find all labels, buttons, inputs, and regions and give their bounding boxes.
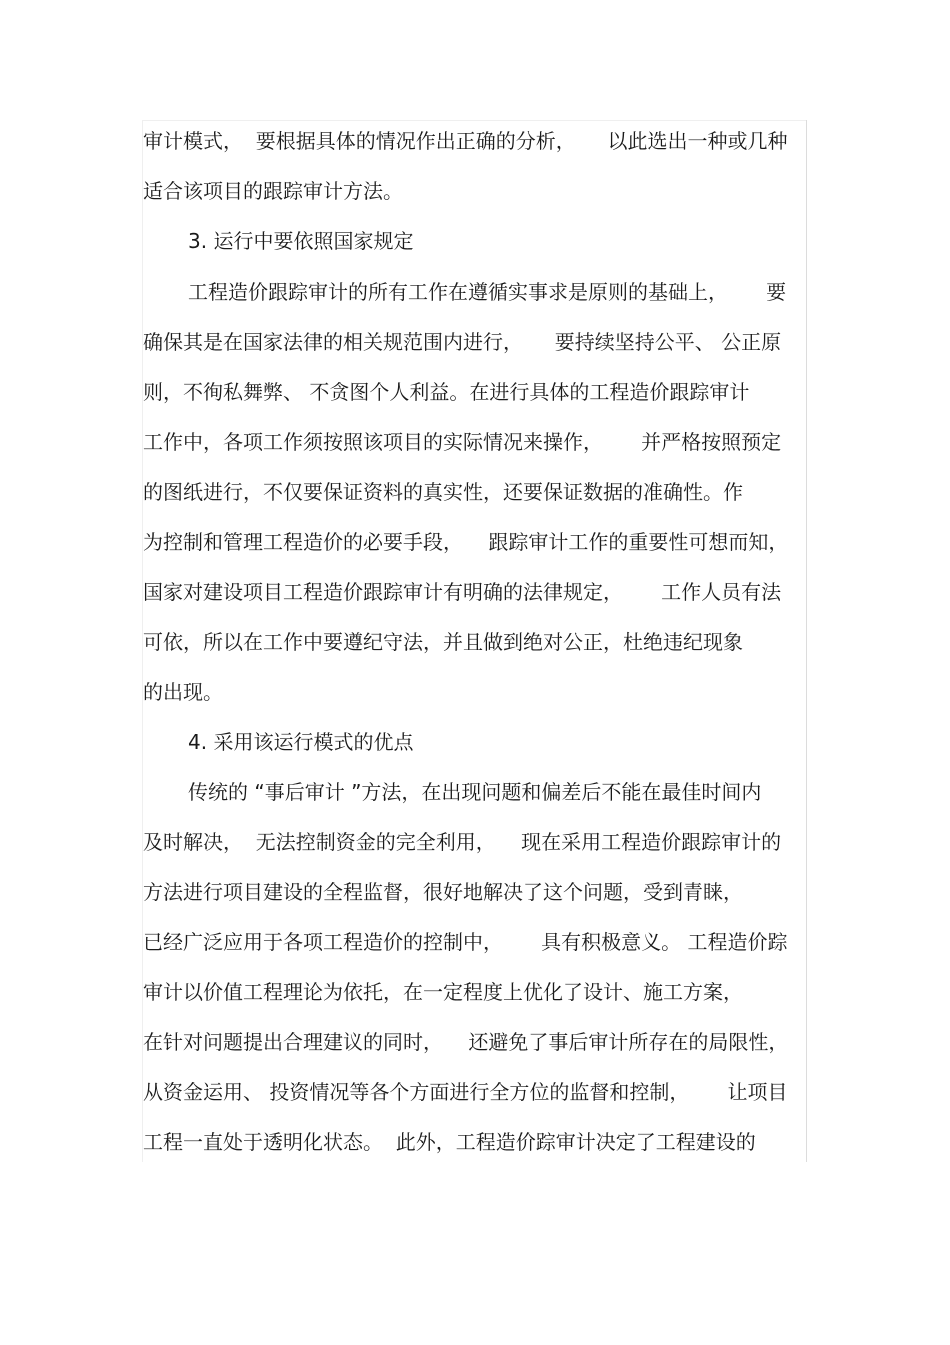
- text-line: 国家对建设项目工程造价跟踪审计有明确的法律规定， 工作人员有法: [143, 580, 782, 604]
- text-line: 的出现。: [143, 680, 223, 704]
- text-line: 审计模式， 要根据具体的情况作出正确的分析， 以此选出一种或几种: [143, 129, 788, 153]
- text-line: 已经广泛应用于各项工程造价的控制中， 具有积极意义。 工程造价踪: [143, 930, 788, 954]
- text-line: 工程一直处于透明化状态。 此外，工程造价踪审计决定了工程建设的: [143, 1130, 756, 1154]
- text-line: 为控制和管理工程造价的必要手段， 跟踪审计工作的重要性可想而知，: [143, 530, 789, 554]
- text-line: 可依，所以在工作中要遵纪守法，并且做到绝对公正，杜绝违纪现象: [143, 630, 743, 654]
- section-heading: 4. 采用该运行模式的优点: [188, 730, 414, 754]
- text-line: 传统的 “事后审计 ”方法，在出现问题和偏差后不能在最佳时间内: [188, 780, 762, 804]
- text-line: 从资金运用、 投资情况等各个方面进行全方位的监督和控制， 让项目: [143, 1080, 788, 1104]
- text-line: 及时解决， 无法控制资金的完全利用， 现在采用工程造价跟踪审计的: [143, 830, 782, 854]
- text-line: 的图纸进行，不仅要保证资料的真实性，还要保证数据的准确性。作: [143, 480, 743, 504]
- page-frame-right: [806, 120, 807, 1162]
- text-line: 工程造价跟踪审计的所有工作在遵循实事求是原则的基础上， 要: [188, 280, 787, 304]
- text-line: 在针对问题提出合理建议的同时， 还避免了事后审计所存在的局限性，: [143, 1030, 789, 1054]
- text-line: 则，不徇私舞弊、 不贪图个人利益。在进行具体的工程造价跟踪审计: [143, 380, 750, 404]
- page-frame-top: [142, 120, 807, 121]
- text-line: 审计以价值工程理论为依托，在一定程度上优化了设计、施工方案，: [143, 980, 743, 1004]
- section-heading: 3. 运行中要依照国家规定: [188, 229, 414, 253]
- text-line: 工作中，各项工作须按照该项目的实际情况来操作， 并严格按照预定: [143, 430, 782, 454]
- text-line: 适合该项目的跟踪审计方法。: [143, 179, 403, 203]
- text-line: 方法进行项目建设的全程监督，很好地解决了这个问题，受到青睐，: [143, 880, 743, 904]
- text-line: 确保其是在国家法律的相关规范围内进行， 要持续坚持公平、 公正原: [143, 330, 782, 354]
